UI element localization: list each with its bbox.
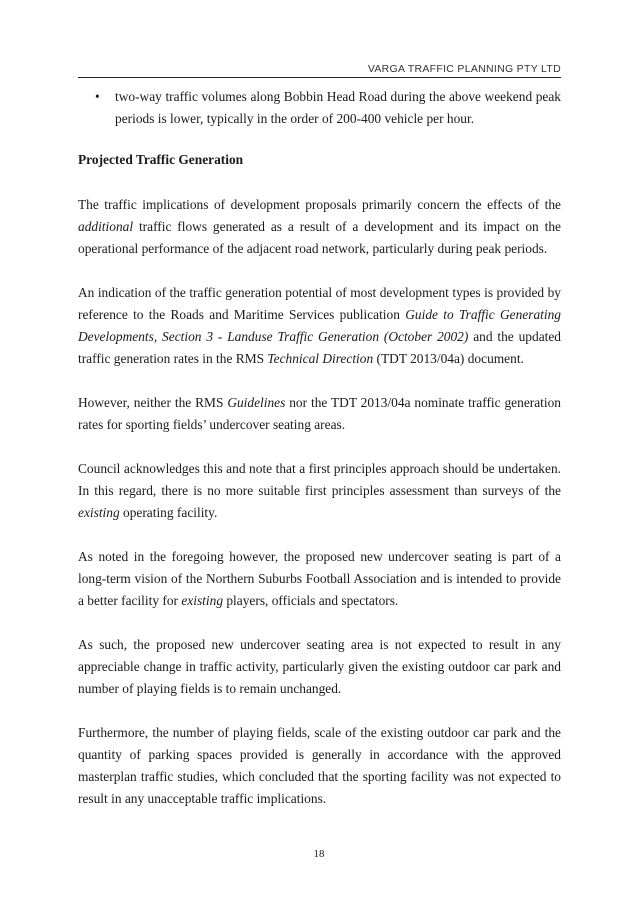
technical-direction-title: Technical Direction [267,351,374,366]
emphasis-existing: existing [78,505,120,520]
paragraph-traffic-generation-potential: An indication of the traffic generation potential of most development types is provided by reference to the Roads and Maritime Services publication Guide to Traffic Generating Developments, Section 3 - Landuse Traffic Generation (October 2002) and the updated traffic generation rates in the RMS Technical Direction (TDT 2013/04a) document. [78,285,561,366]
page-number: 18 [313,848,325,860]
emphasis-additional: additional [78,219,134,234]
list-item [78,86,561,130]
bullet-icon: • [95,89,100,104]
company-name: VARGA TRAFFIC PLANNING PTY LTD [367,63,561,75]
bullet-text: two-way traffic volumes along Bobbin Head Road during the above weekend peak periods is lower, typically in the order of 200-400 vehicle per hour. [115,89,561,126]
paragraph-no-appreciable-change: As such, the proposed new undercover seating area is not expected to result in any appreciable change in traffic activity, particularly given the existing outdoor car park and number of playing fields is to remain unchanged. [78,637,561,696]
bullet-list [78,86,561,130]
section-heading: Projected Traffic Generation [78,152,244,167]
paragraph-undercover-seating: As noted in the foregoing however, the proposed new undercover seating is part of a long-term vision of the Northern Suburbs Football Association and is intended to provide a better facility for existing players, officials and spectators. [78,549,561,608]
paragraph-masterplan-accordance: Furthermore, the number of playing fields, scale of the existing outdoor car park and the quantity of parking spaces provided is generally in accordance with the approved masterplan traffic studies, which concluded that the sporting facility was not expected to result in any unacceptable traffic implications. [78,725,561,806]
paragraph-council-acknowledges: Council acknowledges this and note that a first principles approach should be undertaken. In this regard, there is no more suitable first principles assessment than surveys of the existing operating facility. [78,461,561,520]
page-header [78,59,561,78]
publication-title: Guide to Traffic Generating Developments, Section 3 - Landuse Traffic Generation (October 2002) [78,307,561,344]
emphasis-guidelines: Guidelines [227,395,286,410]
document-body [78,86,561,810]
paragraph-traffic-implications: The traffic implications of development proposals primarily concern the effects of the additional traffic flows generated as a result of a development and its impact on the operational performance of the adjacent road network, particularly during peak periods. [78,197,561,256]
emphasis-existing: existing [181,593,224,608]
paragraph-rms-guidelines: However, neither the RMS Guidelines nor the TDT 2013/04a nominate traffic generation rates for sporting fields’ undercover seating areas. [78,395,562,432]
